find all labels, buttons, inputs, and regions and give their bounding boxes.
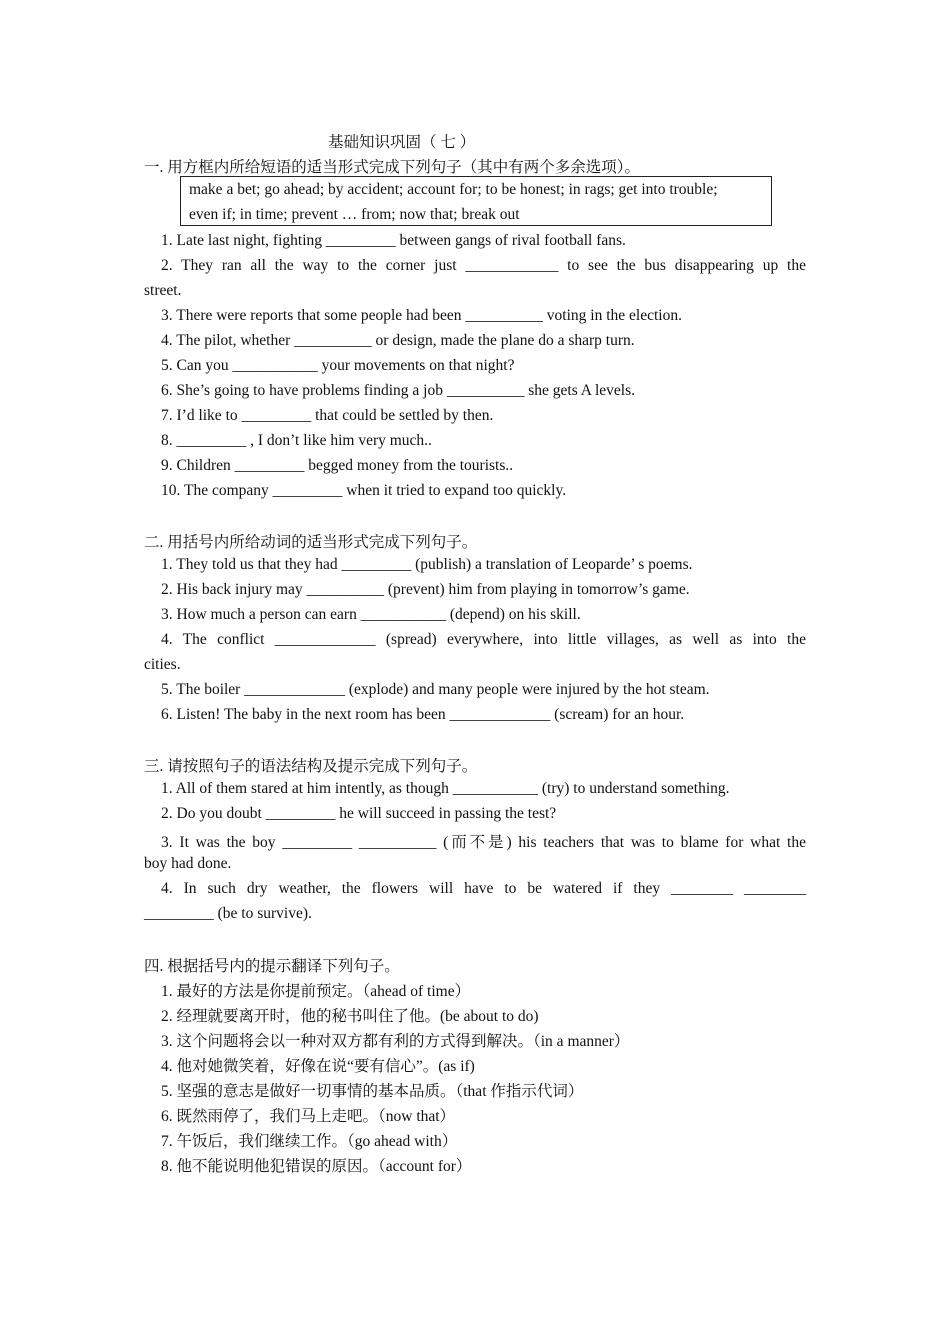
section-3-item-2: 2. Do you doubt _________ he will succeed in passing the test? [161, 805, 557, 822]
section-2-heading: 二. 用括号内所给动词的适当形式完成下列句子。 [144, 534, 478, 551]
section-2-item-3: 3. How much a person can earn ___________ (depend) on his skill. [161, 606, 581, 623]
section-1-item-7: 7. I’d like to _________ that could be settled by then. [161, 407, 494, 424]
section-1-item-2-cont: street. [144, 282, 182, 299]
section-1-item-4: 4. The pilot, whether __________ or design, made the plane do a sharp turn. [161, 332, 635, 349]
section-3-item-4-cont: _________ (be to survive). [144, 905, 312, 922]
section-2-item-5: 5. The boiler _____________ (explode) and many people were injured by the hot steam. [161, 681, 710, 698]
section-2-item-6: 6. Listen! The baby in the next room has been _____________ (scream) for an hour. [161, 706, 685, 723]
section-2-item-1: 1. They told us that they had _________ (publish) a translation of Leoparde’ s poems. [161, 556, 693, 573]
section-4-item-5: 5. 坚强的意志是做好一切事情的基本品质。（that 作指示代词） [161, 1083, 584, 1100]
section-1-item-5: 5. Can you ___________ your movements on that night? [161, 357, 515, 374]
section-1-heading: 一. 用方框内所给短语的适当形式完成下列句子（其中有两个多余选项）。 [144, 159, 641, 176]
section-1-item-3: 3. There were reports that some people had been __________ voting in the election. [161, 307, 682, 324]
section-1-item-2: 2. They ran all the way to the corner just ____________ to see the bus disappearing up the [161, 257, 806, 274]
section-4-item-8: 8. 他不能说明他犯错误的原因。（account for） [161, 1158, 472, 1175]
section-4-item-7: 7. 午饭后，我们继续工作。（go ahead with） [161, 1133, 458, 1150]
section-4-item-4: 4. 他对她微笑着，好像在说“要有信心”。(as if) [161, 1058, 475, 1075]
section-4-item-1: 1. 最好的方法是你提前预定。（ahead of time） [161, 983, 471, 1000]
section-2-item-2: 2. His back injury may __________ (prevent) him from playing in tomorrow’s game. [161, 581, 690, 598]
section-3-item-3: 3. It was the boy _________ __________ (而不是) his teachers that was to blame for what the [161, 834, 806, 851]
phrase-box [180, 176, 772, 226]
phrase-box-line-1: make a bet; go ahead; by accident; account for; to be honest; in rags; get into trouble; [189, 181, 718, 198]
section-1-item-6: 6. She’s going to have problems finding a job __________ she gets A levels. [161, 382, 635, 399]
section-4-item-3: 3. 这个问题将会以一种对双方都有利的方式得到解决。（in a manner） [161, 1033, 630, 1050]
phrase-box-line-2: even if; in time; prevent … from; now that; break out [189, 206, 520, 223]
section-3-item-4: 4. In such dry weather, the flowers will have to be watered if they ________ ________ [161, 880, 806, 897]
section-2-item-4-cont: cities. [144, 656, 181, 673]
section-3-item-3-cont: boy had done. [144, 855, 232, 872]
section-1-item-1: 1. Late last night, fighting _________ between gangs of rival football fans. [161, 232, 626, 249]
section-4-heading: 四. 根据括号内的提示翻译下列句子。 [144, 958, 400, 975]
page-title: 基础知识巩固（ 七 ） [328, 134, 476, 151]
section-4-item-2: 2. 经理就要离开时，他的秘书叫住了他。(be about to do) [161, 1008, 539, 1025]
section-3-heading: 三. 请按照句子的语法结构及提示完成下列句子。 [144, 758, 478, 775]
section-3-item-1: 1. All of them stared at him intently, as though ___________ (try) to understand something. [161, 780, 730, 797]
section-2-item-4: 4. The conflict _____________ (spread) everywhere, into little villages, as well as into the [161, 631, 806, 648]
section-1-item-10: 10. The company _________ when it tried to expand too quickly. [161, 482, 567, 499]
section-1-item-9: 9. Children _________ begged money from the tourists.. [161, 457, 514, 474]
section-4-item-6: 6. 既然雨停了，我们马上走吧。（now that） [161, 1108, 456, 1125]
section-1-item-8: 8. _________ , I don’t like him very much.. [161, 432, 432, 449]
